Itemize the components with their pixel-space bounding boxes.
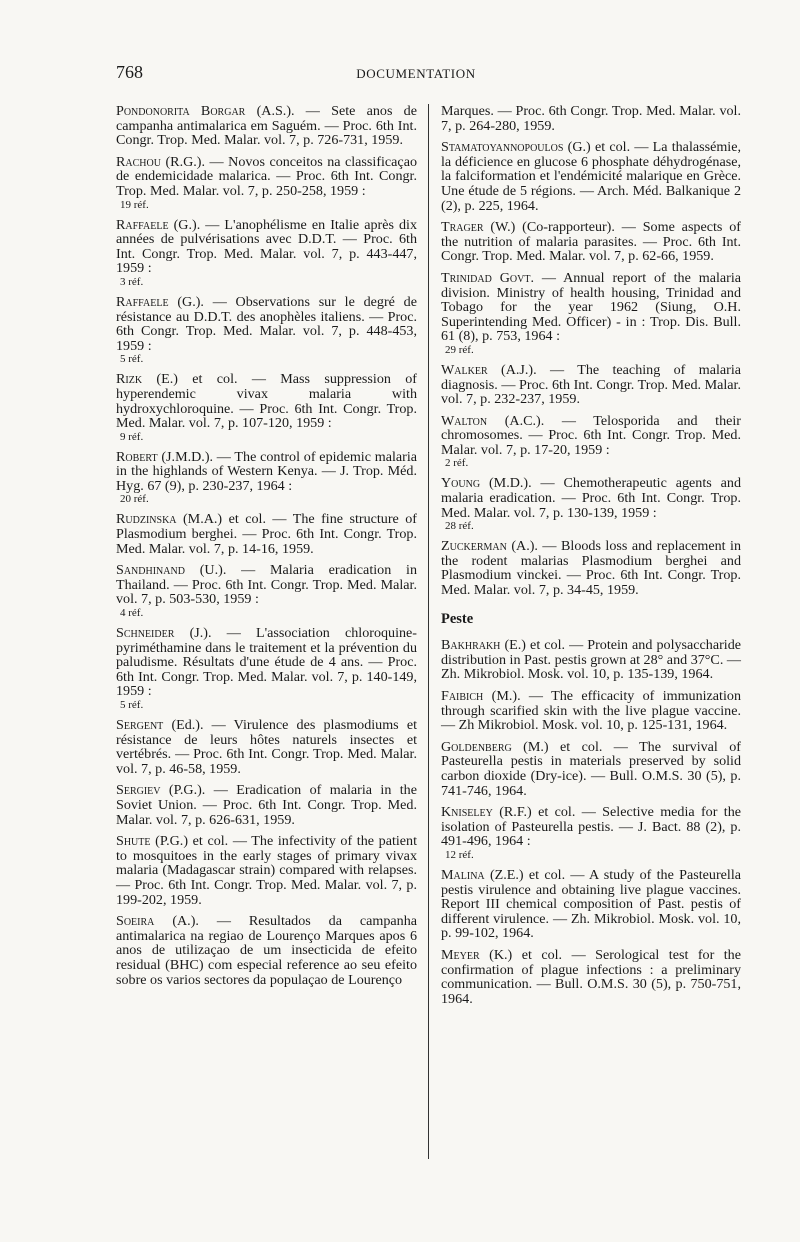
entry-citation: (J.M.D.). — The control of epidemic malaria in the highlands of Western Kenya. — J. Trop. Méd. Hyg. 67 (9), p. 230-237, 1964 :: [116, 448, 417, 494]
left-column: [116, 104, 417, 994]
page-number: 768: [116, 62, 143, 82]
entry-text: [441, 868, 741, 941]
bibliography-entry: [116, 155, 417, 211]
entry-text: [441, 271, 741, 344]
entry-author: Faibich: [441, 688, 484, 704]
entry-text: [116, 104, 417, 148]
entry-ref-count: 28 réf.: [445, 520, 474, 533]
bibliography-entry: [116, 563, 417, 619]
page-header: [116, 62, 716, 92]
entry-text: [441, 539, 741, 597]
entry-author: Rudzinska: [116, 511, 177, 528]
entry-author: Meyer: [441, 946, 480, 963]
entry-author: Raffaele: [116, 293, 169, 310]
bibliography-entry: [441, 689, 741, 733]
entry-citation: Marques. — Proc. 6th Congr. Trop. Med. Malar. vol. 7, p. 264-280, 1959.: [441, 103, 741, 134]
bibliography-entry: [116, 295, 417, 365]
bibliography-entry: [441, 104, 741, 133]
bibliography-entry: [116, 450, 417, 506]
bibliography-entry: [116, 372, 417, 442]
entry-citation: (W.) (Co-rapporteur). — Some aspects of the nutrition of malaria parasites. — Proc. 6th Int. Congr. Trop. Med. Malar. vol. 7, p. 62-66, 1959.: [441, 219, 741, 265]
entry-text: [441, 414, 741, 458]
entry-author: Malina: [441, 866, 485, 883]
bibliography-entry: [116, 104, 417, 148]
entry-text: [441, 140, 741, 213]
entry-author: Walker: [441, 361, 488, 378]
entry-citation: (M.D.). — Chemotherapeutic agents and malaria eradication. — Proc. 6th Int. Congr. Trop. Med. Malar. vol. 7, p. 130-139, 1959 :: [441, 475, 741, 521]
entry-author: Soeira: [116, 913, 155, 930]
entry-author: Sandhinand: [116, 562, 185, 579]
entry-text: [116, 512, 417, 556]
entry-text: [441, 476, 741, 520]
entry-citation: (A.). — Bloods loss and replacement in the rodent malarias Plasmodium berghei and Plasmodium vinckei. — Proc. 6th Int. Congr. Trop. Med. Malar. vol. 7, p. 34-45, 1959.: [441, 538, 741, 599]
peste-entries: [441, 638, 741, 1006]
bibliography-entry: [441, 363, 741, 407]
entry-author: Young: [441, 475, 481, 492]
bibliography-entry: [116, 834, 417, 907]
entry-ref-count: 29 réf.: [445, 343, 474, 356]
entry-text: [116, 718, 417, 776]
entry-author: Sergent: [116, 717, 164, 733]
entry-citation: (E.) et col. — Protein and polysaccharide distribution in Past. pestis grown at 28° and 37°C. — Zh. Mikrobiol. Mosk. vol. 10, p. 135-139, 1964.: [441, 637, 741, 683]
bibliography-entry: [441, 539, 741, 597]
entry-text: [441, 689, 741, 733]
column-divider: [428, 104, 429, 1159]
entry-citation: (Z.E.) et col. — A study of the Pasteurella pestis virulence and obtaining live plague vaccines. Report III chemical composition of Past. pestis of different virulence. — Zh. Mikrobiol. Mosk. vol. 10, p. 99-102, 1964.: [441, 866, 741, 942]
entry-citation: (A.). — Resultados da campanha antimalarica na regiao de Lourenço Marques apos 6 anos de utilizaçao de um insecticida de efeito residual (BHC) com especial reference ao seu efeito sobre os varios sectores da populaçao de Lourenço: [116, 913, 417, 988]
bibliography-entry: [441, 140, 741, 213]
entry-text: [441, 363, 741, 407]
entry-author: Schneider: [116, 625, 175, 642]
entry-author: Walton: [441, 412, 488, 429]
entry-text: [441, 948, 741, 1006]
entry-author: Trinidad Govt.: [441, 269, 534, 286]
entry-text: [116, 834, 417, 907]
bibliography-entry: [441, 220, 741, 264]
bibliography-entry: [441, 476, 741, 532]
entry-text: [441, 805, 741, 849]
bibliography-entry: [441, 638, 741, 682]
entry-citation: (Ed.). — Virulence des plasmodiums et résistance de leurs hôtes naturels insectes et vertébrés. — Proc. 6th Int. Congr. Trop. Med. Malar. vol. 7, p. 46-58, 1959.: [116, 717, 417, 777]
entry-citation: (G.) et col. — La thalassémie, la déficience en glucose 6 phosphate déhydrogénase, la falciformation et l'endémicité malarique en Grèce. Une étude de 5 régions. — Arch. Méd. Balkanique 2 (2), p. 225, 1964.: [441, 139, 741, 214]
entry-citation: (E.) et col. — Mass suppression of hyperendemic vivax malaria with hydroxychloroquine. — Proc. 6th Int. Congr. Trop. Med. Malar. vol. 7, p. 107-120, 1959 :: [116, 371, 417, 432]
entry-citation: (G.). — L'anophélisme en Italie après dix années de pulvérisations avec D.D.T. — Proc. 6th Int. Congr. Trop. Med. Malar. vol. 7, p. 443-447, 1959 :: [116, 216, 417, 277]
entry-citation: (M.). — The efficacity of immunization through scarified skin with the live plague vaccine. — Zh Mikrobiol. Mosk. vol. 10, p. 125-131, 1964.: [441, 688, 741, 734]
bibliography-entry: [441, 948, 741, 1006]
entry-text: [116, 450, 417, 494]
entry-text: [116, 914, 417, 987]
bibliography-entry: [116, 626, 417, 711]
entry-text: [116, 783, 417, 827]
entry-author: Goldenberg: [441, 738, 512, 755]
bibliography-entry: [441, 414, 741, 470]
entry-citation: (U.). — Malaria eradication in Thailand. — Proc. 6th Int. Congr. Trop. Med. Malar. vol. 7, p. 503-530, 1959 :: [116, 562, 417, 608]
entry-citation: (A.C.). — Telosporida and their chromosomes. — Proc. 6th Int. Congr. Trop. Med. Malar. vol. 7, p. 17-20, 1959 :: [441, 412, 741, 458]
bibliography-entry: [116, 783, 417, 827]
entry-ref-count: 19 réf.: [120, 198, 149, 211]
entry-citation: (K.) et col. — Serological test for the confirmation of plague infections : a preliminary communication. — Bull. O.M.S. 30 (5), p. 750-751, 1964.: [441, 946, 741, 1007]
entry-ref-count: 12 réf.: [445, 848, 474, 861]
entry-author: Stamatoyannopoulos: [441, 139, 564, 156]
entry-ref-count: 4 réf.: [120, 607, 144, 620]
entry-text: [116, 155, 417, 199]
entry-citation: (P.G.). — Eradication of malaria in the Soviet Union. — Proc. 6th Int. Congr. Trop. Med. Malar. vol. 7, p. 626-631, 1959.: [116, 782, 417, 828]
entry-citation: (M.A.) et col. — The fine structure of Plasmodium berghei. — Proc. 6th Int. Congr. Trop. Med. Malar. vol. 7, p. 14-16, 1959.: [116, 511, 417, 557]
bibliography-entry: [116, 914, 417, 987]
right-column-entries: [441, 104, 741, 598]
entry-citation: (R.G.). — Novos conceitos na classificaçao de endemicidade malarica. — Proc. 6th Int. Congr. Trop. Med. Malar. vol. 7, p. 250-258, 1959 :: [116, 153, 417, 199]
entry-author: Rachou: [116, 153, 161, 170]
entry-text: [116, 218, 417, 276]
entry-author: Raffaele: [116, 216, 169, 233]
entry-author: Kniseley: [441, 804, 493, 821]
bibliography-entry: [116, 218, 417, 288]
entry-citation: (R.F.) et col. — Selective media for the isolation of Pasteurella pestis. — J. Bact. 88 (2), p. 491-496, 1964 :: [441, 804, 741, 850]
bibliography-entry: [441, 740, 741, 798]
entry-ref-count: 20 réf.: [120, 493, 149, 506]
bibliography-entry: [116, 718, 417, 776]
entry-author: Pondonorita Borgar: [116, 103, 246, 119]
bibliography-entry: [441, 805, 741, 861]
entry-citation: (M.) et col. — The survival of Pasteurella pestis in materials preserved by solid carbon dioxide (Dry-ice). — Bull. O.M.S. 30 (5), p. 741-746, 1964.: [441, 738, 741, 799]
entry-text: [441, 104, 741, 133]
entry-text: [116, 372, 417, 430]
entry-text: [441, 740, 741, 798]
entry-citation: (A.S.). — Sete anos de campanha antimalarica em Saguém. — Proc. 6th Int. Congr. Trop. Med. Malar. vol. 7, p. 726-731, 1959.: [116, 103, 417, 149]
entry-citation: (P.G.) et col. — The infectivity of the patient to mosquitoes in the early stages of primary vivax malaria (Madagascar strain) compared with relapses. — Proc. 6th Int. Congr. Trop. Med. Malar. vol. 7, p. 199-202, 1959.: [116, 833, 417, 908]
entry-author: Shute: [116, 833, 151, 850]
right-column: [441, 104, 741, 1013]
entry-ref-count: 5 réf.: [120, 699, 144, 711]
entry-citation: (J.). — L'association chloroquine-pyriméthamine dans le traitement et la prévention du paludisme. Résultats d'une étude de 4 ans. — Proc. 6th Int. Congr. Trop. Med. Malar. vol. 7, p. 140-149, 1959 :: [116, 625, 417, 700]
entry-author: Trager: [441, 219, 484, 236]
entry-author: Bakhrakh: [441, 637, 501, 654]
entry-ref-count: 2 réf.: [445, 457, 469, 470]
entry-citation: (G.). — Observations sur le degré de résistance au D.D.T. des anophèles italiens. — Proc. 6th Congr. Trop. Med. Malar. vol. 7, p. 448-453, 1959 :: [116, 293, 417, 354]
running-title: DOCUMENTATION: [356, 66, 476, 81]
bibliography-entry: [441, 868, 741, 941]
entry-author: Sergiev: [116, 782, 161, 799]
entry-ref-count: 9 réf.: [120, 430, 144, 443]
entry-citation: (A.J.). — The teaching of malaria diagnosis. — Proc. 6th Int. Congr. Trop. Med. Malar. vol. 7, p. 232-237, 1959.: [441, 361, 741, 408]
bibliography-entry: [441, 271, 741, 356]
entry-ref-count: 5 réf.: [120, 353, 144, 366]
bibliography-entry: [116, 512, 417, 556]
entry-author: Zuckerman: [441, 538, 507, 555]
entry-text: [116, 295, 417, 353]
entry-text: [441, 220, 741, 264]
entry-citation: — Annual report of the malaria division. Ministry of health housing, Trinidad and Tobago for the year 1962 (Siung, O.H. Superintending Med. Officer) - in : Trop. Dis. Bull. 61 (8), p. 753, 1964 :: [441, 269, 742, 345]
entry-ref-count: 3 réf.: [120, 275, 144, 288]
entry-text: [441, 638, 741, 682]
entry-author: Rizk: [116, 371, 143, 388]
section-title-peste: Peste: [441, 610, 474, 627]
entry-author: Robert: [116, 448, 158, 465]
entry-text: [116, 626, 417, 699]
entry-text: [116, 563, 417, 607]
